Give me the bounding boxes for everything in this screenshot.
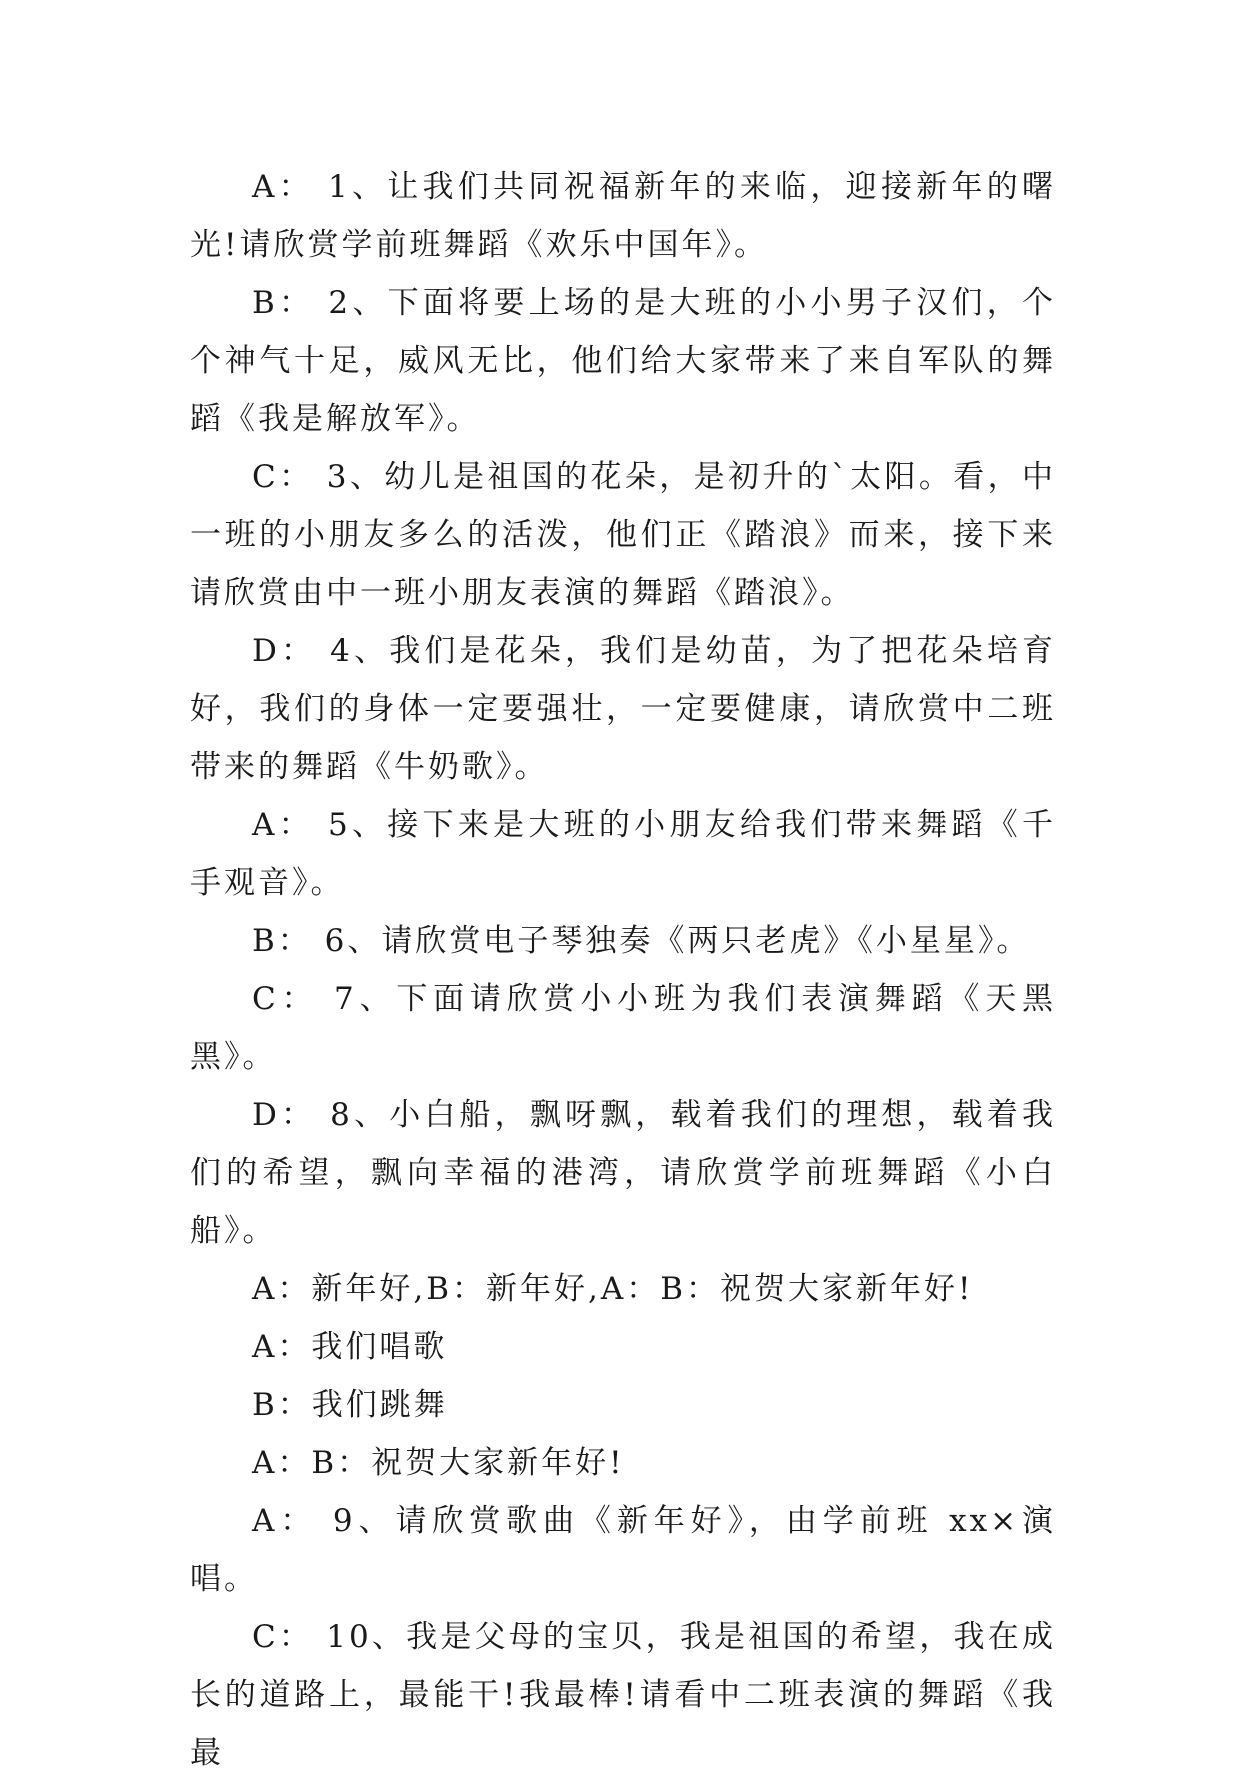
paragraph-program-4: D： 4、我们是花朵，我们是幼苗，为了把花朵培育好，我们的身体一定要强壮，一定要健康，请欣赏中二班带来的舞蹈《牛奶歌》。 xyxy=(190,633,1056,785)
paragraph-program-10: C： 10、我是父母的宝贝，我是祖国的希望，我在成长的道路上，最能干!我最棒!请看中二班表演的舞蹈《我最 xyxy=(190,1619,1056,1771)
paragraph-greeting: A：新年好,B：新年好,A：B：祝贺大家新年好! xyxy=(252,1271,974,1307)
paragraph-program-7: C： 7、下面请欣赏小小班为我们表演舞蹈《天黑黑》。 xyxy=(190,981,1056,1075)
paragraph-program-9: A： 9、请欣赏歌曲《新年好》，由学前班 xx×演唱。 xyxy=(190,1503,1056,1597)
paragraph-program-3: C： 3、幼儿是祖国的花朵，是初升的`太阳。看，中一班的小朋友多么的活泼，他们正《踏浪》而来，接下来请欣赏由中一班小朋友表演的舞蹈《踏浪》。 xyxy=(190,459,1056,611)
paragraph-program-5: A： 5、接下来是大班的小朋友给我们带来舞蹈《千手观音》。 xyxy=(190,807,1056,901)
paragraph-new-year-wish: A：B：祝贺大家新年好! xyxy=(252,1445,625,1481)
paragraph-program-1: A： 1、让我们共同祝福新年的来临，迎接新年的曙光!请欣赏学前班舞蹈《欢乐中国年》。 xyxy=(190,169,1056,263)
document-body xyxy=(190,158,1056,1782)
paragraph-singing: A：我们唱歌 xyxy=(252,1329,448,1365)
paragraph-dancing: B：我们跳舞 xyxy=(252,1387,448,1423)
paragraph-program-2: B： 2、下面将要上场的是大班的小小男子汉们，个个神气十足，威风无比，他们给大家带来了来自军队的舞蹈《我是解放军》。 xyxy=(190,285,1056,437)
paragraph-program-6: B： 6、请欣赏电子琴独奏《两只老虎》《小星星》。 xyxy=(252,923,1031,959)
paragraph-program-8: D： 8、小白船，飘呀飘，载着我们的理想，载着我们的希望，飘向幸福的港湾，请欣赏学前班舞蹈《小白船》。 xyxy=(190,1097,1056,1249)
